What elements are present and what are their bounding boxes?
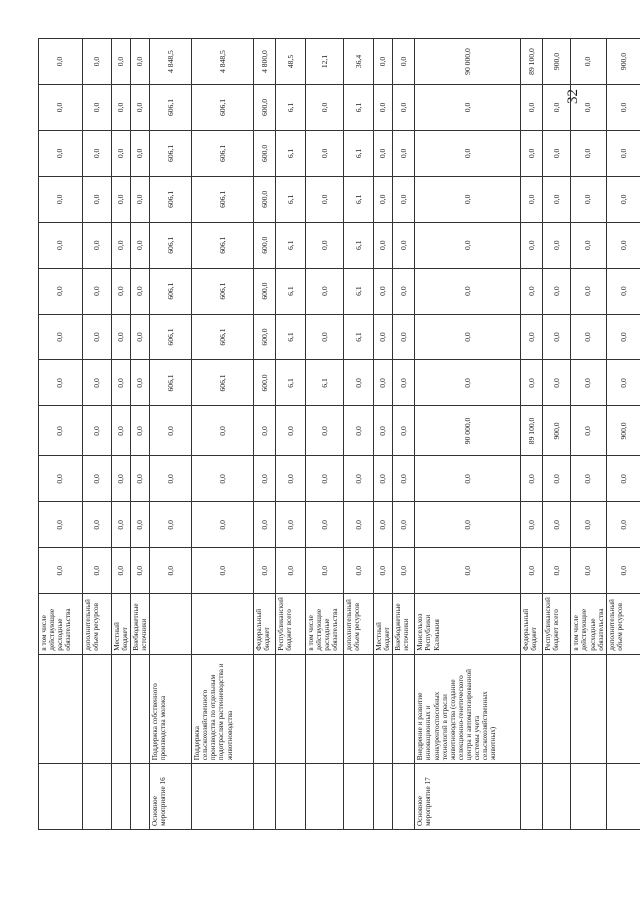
total-cell: 48,5 bbox=[276, 39, 306, 85]
value-cell: 606,1 bbox=[192, 360, 254, 406]
value-cell: 0,0 bbox=[543, 456, 571, 502]
value-cell: 0,0 bbox=[415, 268, 521, 314]
program-cell bbox=[606, 764, 640, 830]
program-cell: Основное мероприятие 16 bbox=[150, 764, 192, 830]
source-cell: Федеральный бюджет bbox=[521, 594, 543, 655]
value-cell: 0,0 bbox=[306, 85, 344, 131]
value-cell: 0,0 bbox=[521, 314, 543, 360]
value-cell: 606,1 bbox=[150, 222, 192, 268]
value-cell: 0,0 bbox=[571, 502, 606, 548]
value-cell: 0,0 bbox=[543, 360, 571, 406]
value-cell: 0,0 bbox=[39, 130, 83, 176]
value-cell: 606,1 bbox=[192, 268, 254, 314]
value-cell: 0,0 bbox=[606, 314, 640, 360]
total-cell: 900,0 bbox=[543, 39, 571, 85]
value-cell: 6,1 bbox=[344, 268, 374, 314]
value-cell: 0,0 bbox=[83, 502, 112, 548]
value-cell: 606,1 bbox=[150, 268, 192, 314]
value-cell: 0,0 bbox=[606, 85, 640, 131]
value-cell: 6,1 bbox=[306, 360, 344, 406]
total-cell: 4 848,5 bbox=[192, 39, 254, 85]
program-cell bbox=[192, 764, 254, 830]
value-cell: 0,0 bbox=[571, 360, 606, 406]
measure-cell bbox=[131, 654, 150, 764]
value-cell: 0,0 bbox=[39, 268, 83, 314]
measure-cell bbox=[39, 654, 83, 764]
value-cell: 0,0 bbox=[192, 502, 254, 548]
value-cell: 0,0 bbox=[521, 502, 543, 548]
value-cell: 0,0 bbox=[306, 222, 344, 268]
table-row bbox=[606, 39, 640, 830]
value-cell: 0,0 bbox=[83, 406, 112, 456]
value-cell: 0,0 bbox=[306, 406, 344, 456]
value-cell: 0,0 bbox=[393, 360, 415, 406]
value-cell: 0,0 bbox=[374, 456, 393, 502]
value-cell: 0,0 bbox=[39, 314, 83, 360]
value-cell: 606,1 bbox=[150, 176, 192, 222]
value-cell: 0,0 bbox=[344, 406, 374, 456]
source-cell bbox=[150, 594, 192, 655]
value-cell: 0,0 bbox=[131, 176, 150, 222]
value-cell: 0,0 bbox=[112, 314, 131, 360]
value-cell: 0,0 bbox=[83, 548, 112, 594]
source-cell bbox=[192, 594, 254, 655]
value-cell: 900,0 bbox=[606, 406, 640, 456]
value-cell: 606,1 bbox=[192, 130, 254, 176]
total-cell: 89 100,0 bbox=[521, 39, 543, 85]
total-cell: 36,4 bbox=[344, 39, 374, 85]
value-cell: 0,0 bbox=[393, 502, 415, 548]
value-cell: 0,0 bbox=[39, 456, 83, 502]
table-row bbox=[543, 39, 571, 830]
total-cell: 0,0 bbox=[374, 39, 393, 85]
value-cell: 606,1 bbox=[192, 314, 254, 360]
measure-cell bbox=[306, 654, 344, 764]
value-cell: 0,0 bbox=[150, 548, 192, 594]
value-cell: 0,0 bbox=[374, 548, 393, 594]
program-cell bbox=[39, 764, 83, 830]
value-cell: 0,0 bbox=[415, 176, 521, 222]
value-cell: 0,0 bbox=[374, 85, 393, 131]
total-cell: 12,1 bbox=[306, 39, 344, 85]
value-cell: 0,0 bbox=[39, 548, 83, 594]
value-cell: 0,0 bbox=[150, 406, 192, 456]
value-cell: 0,0 bbox=[374, 502, 393, 548]
value-cell: 0,0 bbox=[306, 314, 344, 360]
source-cell: Минсельхоз Республики Калмыкия bbox=[415, 594, 521, 655]
program-cell bbox=[374, 764, 393, 830]
value-cell: 0,0 bbox=[83, 456, 112, 502]
value-cell: 0,0 bbox=[39, 85, 83, 131]
value-cell: 0,0 bbox=[112, 130, 131, 176]
value-cell: 0,0 bbox=[415, 222, 521, 268]
program-cell bbox=[276, 764, 306, 830]
table-row bbox=[521, 39, 543, 830]
value-cell: 0,0 bbox=[374, 406, 393, 456]
value-cell: 0,0 bbox=[571, 130, 606, 176]
table-row bbox=[254, 39, 276, 830]
source-cell: дополнительный объем ресурсов bbox=[83, 594, 112, 655]
value-cell: 0,0 bbox=[83, 314, 112, 360]
value-cell: 0,0 bbox=[393, 130, 415, 176]
value-cell: 0,0 bbox=[112, 360, 131, 406]
table-row bbox=[39, 39, 83, 830]
value-cell: 0,0 bbox=[374, 314, 393, 360]
value-cell: 0,0 bbox=[112, 85, 131, 131]
value-cell: 0,0 bbox=[571, 85, 606, 131]
value-cell: 6,1 bbox=[276, 268, 306, 314]
value-cell: 0,0 bbox=[571, 176, 606, 222]
value-cell: 0,0 bbox=[415, 456, 521, 502]
value-cell: 0,0 bbox=[374, 268, 393, 314]
value-cell: 0,0 bbox=[254, 548, 276, 594]
value-cell: 0,0 bbox=[83, 360, 112, 406]
value-cell: 0,0 bbox=[112, 268, 131, 314]
value-cell: 0,0 bbox=[306, 130, 344, 176]
value-cell: 0,0 bbox=[254, 456, 276, 502]
value-cell: 0,0 bbox=[39, 406, 83, 456]
value-cell: 606,1 bbox=[192, 222, 254, 268]
value-cell: 0,0 bbox=[571, 548, 606, 594]
value-cell: 0,0 bbox=[112, 456, 131, 502]
value-cell: 6,1 bbox=[276, 85, 306, 131]
value-cell: 0,0 bbox=[415, 548, 521, 594]
total-cell: 4 848,5 bbox=[150, 39, 192, 85]
program-cell bbox=[131, 764, 150, 830]
value-cell: 0,0 bbox=[83, 268, 112, 314]
value-cell: 0,0 bbox=[150, 502, 192, 548]
value-cell: 0,0 bbox=[131, 314, 150, 360]
measure-cell bbox=[571, 654, 606, 764]
value-cell: 600,0 bbox=[254, 85, 276, 131]
value-cell: 0,0 bbox=[393, 406, 415, 456]
value-cell: 0,0 bbox=[543, 176, 571, 222]
value-cell: 0,0 bbox=[374, 176, 393, 222]
value-cell: 0,0 bbox=[83, 130, 112, 176]
value-cell: 0,0 bbox=[543, 268, 571, 314]
value-cell: 0,0 bbox=[306, 548, 344, 594]
table-row bbox=[150, 39, 192, 830]
value-cell: 0,0 bbox=[131, 85, 150, 131]
value-cell: 6,1 bbox=[344, 130, 374, 176]
value-cell: 0,0 bbox=[344, 502, 374, 548]
value-cell: 0,0 bbox=[254, 502, 276, 548]
value-cell: 0,0 bbox=[374, 130, 393, 176]
table-row bbox=[571, 39, 606, 830]
value-cell: 0,0 bbox=[254, 406, 276, 456]
measure-cell bbox=[276, 654, 306, 764]
value-cell: 6,1 bbox=[276, 176, 306, 222]
value-cell: 0,0 bbox=[112, 502, 131, 548]
source-cell: Республиканский бюджет всего bbox=[276, 594, 306, 655]
value-cell: 0,0 bbox=[415, 360, 521, 406]
value-cell: 0,0 bbox=[306, 456, 344, 502]
value-cell: 6,1 bbox=[276, 130, 306, 176]
program-cell bbox=[254, 764, 276, 830]
measure-cell bbox=[112, 654, 131, 764]
table-row bbox=[83, 39, 112, 830]
value-cell: 600,0 bbox=[254, 130, 276, 176]
measure-cell bbox=[344, 654, 374, 764]
program-cell bbox=[521, 764, 543, 830]
value-cell: 6,1 bbox=[344, 176, 374, 222]
value-cell: 0,0 bbox=[344, 456, 374, 502]
value-cell: 0,0 bbox=[606, 268, 640, 314]
total-cell: 0,0 bbox=[112, 39, 131, 85]
value-cell: 0,0 bbox=[150, 456, 192, 502]
value-cell: 0,0 bbox=[521, 130, 543, 176]
value-cell: 0,0 bbox=[374, 222, 393, 268]
value-cell: 0,0 bbox=[521, 360, 543, 406]
value-cell: 606,1 bbox=[150, 314, 192, 360]
measure-cell: Поддержка собственного производства молока bbox=[150, 654, 192, 764]
value-cell: 0,0 bbox=[571, 314, 606, 360]
value-cell: 0,0 bbox=[521, 456, 543, 502]
table-row bbox=[306, 39, 344, 830]
value-cell: 606,1 bbox=[192, 85, 254, 131]
value-cell: 600,0 bbox=[254, 314, 276, 360]
measure-cell bbox=[83, 654, 112, 764]
value-cell: 0,0 bbox=[39, 360, 83, 406]
value-cell: 0,0 bbox=[131, 130, 150, 176]
value-cell: 0,0 bbox=[344, 360, 374, 406]
value-cell: 0,0 bbox=[112, 548, 131, 594]
measure-cell bbox=[606, 654, 640, 764]
value-cell: 0,0 bbox=[606, 360, 640, 406]
program-cell bbox=[306, 764, 344, 830]
value-cell: 606,1 bbox=[150, 85, 192, 131]
value-cell: 0,0 bbox=[393, 268, 415, 314]
value-cell: 606,1 bbox=[150, 360, 192, 406]
value-cell: 0,0 bbox=[606, 176, 640, 222]
value-cell: 0,0 bbox=[393, 222, 415, 268]
value-cell: 0,0 bbox=[393, 314, 415, 360]
value-cell: 0,0 bbox=[344, 548, 374, 594]
total-cell: 0,0 bbox=[393, 39, 415, 85]
table-row bbox=[344, 39, 374, 830]
value-cell: 600,0 bbox=[254, 222, 276, 268]
program-cell bbox=[571, 764, 606, 830]
value-cell: 0,0 bbox=[393, 456, 415, 502]
value-cell: 0,0 bbox=[606, 456, 640, 502]
table-row bbox=[112, 39, 131, 830]
value-cell: 0,0 bbox=[543, 130, 571, 176]
value-cell: 0,0 bbox=[131, 360, 150, 406]
value-cell: 0,0 bbox=[131, 268, 150, 314]
value-cell: 0,0 bbox=[521, 268, 543, 314]
value-cell: 0,0 bbox=[276, 406, 306, 456]
total-cell: 90 000,0 bbox=[415, 39, 521, 85]
value-cell: 606,1 bbox=[192, 176, 254, 222]
source-cell: дополнительный объем ресурсов bbox=[344, 594, 374, 655]
value-cell: 6,1 bbox=[344, 85, 374, 131]
value-cell: 0,0 bbox=[393, 85, 415, 131]
value-cell: 0,0 bbox=[192, 548, 254, 594]
measure-cell bbox=[254, 654, 276, 764]
value-cell: 0,0 bbox=[192, 406, 254, 456]
value-cell: 0,0 bbox=[83, 85, 112, 131]
value-cell: 0,0 bbox=[543, 85, 571, 131]
value-cell: 606,1 bbox=[150, 130, 192, 176]
value-cell: 0,0 bbox=[39, 222, 83, 268]
measure-cell bbox=[521, 654, 543, 764]
value-cell: 0,0 bbox=[276, 502, 306, 548]
value-cell: 0,0 bbox=[415, 502, 521, 548]
value-cell: 0,0 bbox=[112, 222, 131, 268]
program-cell bbox=[112, 764, 131, 830]
value-cell: 0,0 bbox=[276, 548, 306, 594]
page-number: 32 bbox=[565, 89, 581, 104]
value-cell: 0,0 bbox=[606, 130, 640, 176]
program-cell bbox=[83, 764, 112, 830]
value-cell: 0,0 bbox=[393, 548, 415, 594]
value-cell: 90 000,0 bbox=[415, 406, 521, 456]
value-cell: 0,0 bbox=[131, 222, 150, 268]
value-cell: 0,0 bbox=[521, 548, 543, 594]
source-cell: Республиканский бюджет всего bbox=[543, 594, 571, 655]
table-row bbox=[192, 39, 254, 830]
value-cell: 0,0 bbox=[374, 360, 393, 406]
value-cell: 0,0 bbox=[306, 502, 344, 548]
value-cell: 0,0 bbox=[393, 176, 415, 222]
value-cell: 0,0 bbox=[606, 222, 640, 268]
value-cell: 0,0 bbox=[131, 456, 150, 502]
source-cell: в том числе действующие расходные обязательства bbox=[39, 594, 83, 655]
total-cell: 4 800,0 bbox=[254, 39, 276, 85]
source-cell: дополнительный объем ресурсов bbox=[606, 594, 640, 655]
value-cell: 0,0 bbox=[39, 502, 83, 548]
value-cell: 0,0 bbox=[606, 548, 640, 594]
value-cell: 0,0 bbox=[606, 502, 640, 548]
table-row bbox=[415, 39, 521, 830]
value-cell: 0,0 bbox=[131, 406, 150, 456]
program-cell bbox=[344, 764, 374, 830]
total-cell: 0,0 bbox=[83, 39, 112, 85]
value-cell: 6,1 bbox=[344, 314, 374, 360]
program-cell bbox=[393, 764, 415, 830]
value-cell: 0,0 bbox=[112, 406, 131, 456]
value-cell: 0,0 bbox=[306, 176, 344, 222]
value-cell: 0,0 bbox=[415, 314, 521, 360]
source-cell: Внебюджетные источники bbox=[393, 594, 415, 655]
program-cell bbox=[543, 764, 571, 830]
value-cell: 0,0 bbox=[192, 456, 254, 502]
value-cell: 0,0 bbox=[571, 268, 606, 314]
value-cell: 0,0 bbox=[83, 176, 112, 222]
value-cell: 0,0 bbox=[521, 85, 543, 131]
value-cell: 900,0 bbox=[543, 406, 571, 456]
value-cell: 0,0 bbox=[276, 456, 306, 502]
value-cell: 0,0 bbox=[415, 130, 521, 176]
total-cell: 0,0 bbox=[131, 39, 150, 85]
value-cell: 0,0 bbox=[571, 222, 606, 268]
source-cell: Внебюджетные источники bbox=[131, 594, 150, 655]
value-cell: 0,0 bbox=[112, 176, 131, 222]
table-row bbox=[393, 39, 415, 830]
value-cell: 0,0 bbox=[543, 222, 571, 268]
measure-cell: Внедрение и развитие инновационных и конкурентоспособных технологий в отрасли животноводства (создание селекционно-генетического центра и автоматизированной системы учета сельскохозяйственных животных) bbox=[415, 654, 521, 764]
value-cell: 0,0 bbox=[571, 456, 606, 502]
measure-cell bbox=[543, 654, 571, 764]
source-cell: Федеральный бюджет bbox=[254, 594, 276, 655]
source-cell: в том числе действующие расходные обязательства bbox=[306, 594, 344, 655]
value-cell: 6,1 bbox=[276, 314, 306, 360]
table-row bbox=[374, 39, 393, 830]
measure-cell: Поддержка сельскохозяйственного производства по отдельным подотраслям растениеводства и животноводства bbox=[192, 654, 254, 764]
value-cell: 6,1 bbox=[344, 222, 374, 268]
total-cell: 0,0 bbox=[571, 39, 606, 85]
table-row bbox=[131, 39, 150, 830]
budget-table bbox=[38, 38, 640, 830]
value-cell: 600,0 bbox=[254, 176, 276, 222]
total-cell: 900,0 bbox=[606, 39, 640, 85]
program-cell: Основное мероприятие 17 bbox=[415, 764, 521, 830]
value-cell: 0,0 bbox=[521, 176, 543, 222]
source-cell: Местный бюджет bbox=[374, 594, 393, 655]
value-cell: 0,0 bbox=[543, 548, 571, 594]
value-cell: 0,0 bbox=[39, 176, 83, 222]
value-cell: 0,0 bbox=[521, 222, 543, 268]
value-cell: 0,0 bbox=[131, 502, 150, 548]
total-cell: 0,0 bbox=[39, 39, 83, 85]
source-cell: Местный бюджет bbox=[112, 594, 131, 655]
table-row bbox=[276, 39, 306, 830]
value-cell: 600,0 bbox=[254, 268, 276, 314]
value-cell: 6,1 bbox=[276, 222, 306, 268]
source-cell: в том числе действующие расходные обязательства bbox=[571, 594, 606, 655]
value-cell: 600,0 bbox=[254, 360, 276, 406]
value-cell: 0,0 bbox=[415, 85, 521, 131]
measure-cell bbox=[393, 654, 415, 764]
value-cell: 0,0 bbox=[543, 502, 571, 548]
measure-cell bbox=[374, 654, 393, 764]
value-cell: 0,0 bbox=[571, 406, 606, 456]
value-cell: 89 100,0 bbox=[521, 406, 543, 456]
value-cell: 6,1 bbox=[276, 360, 306, 406]
value-cell: 0,0 bbox=[131, 548, 150, 594]
value-cell: 0,0 bbox=[83, 222, 112, 268]
value-cell: 0,0 bbox=[543, 314, 571, 360]
value-cell: 0,0 bbox=[306, 268, 344, 314]
